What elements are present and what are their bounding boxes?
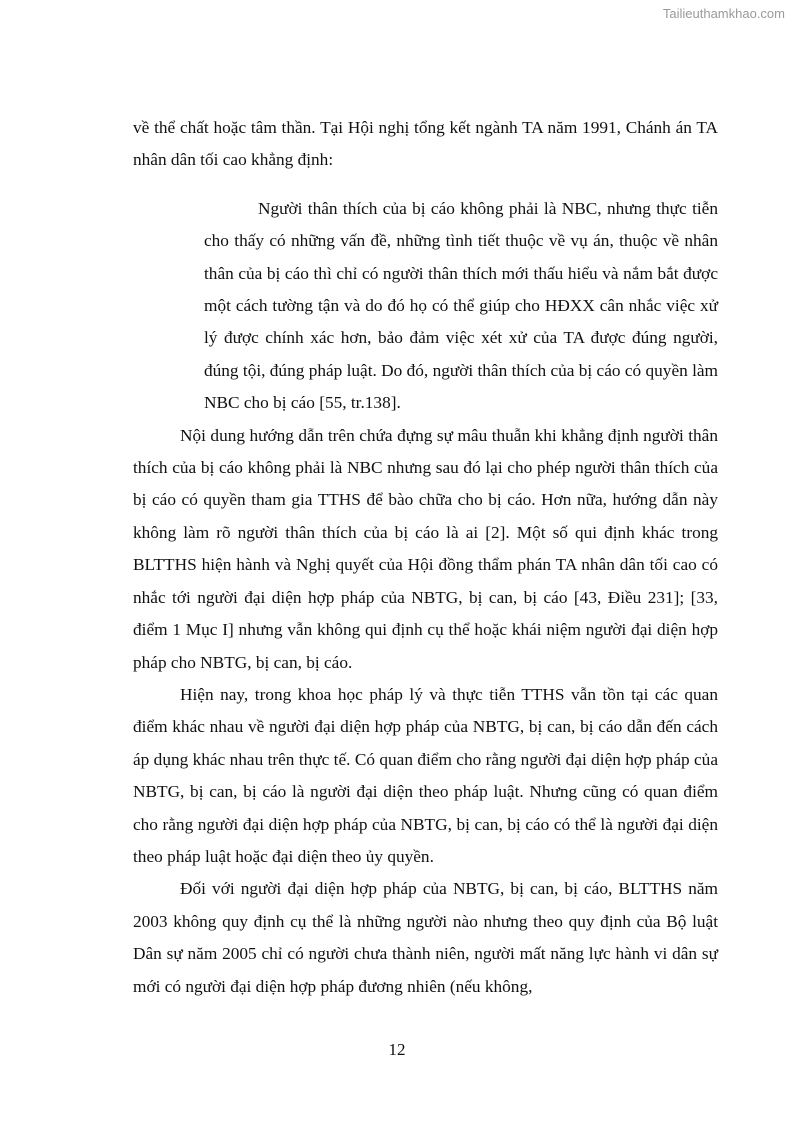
block-quote: Người thân thích của bị cáo không phải là NBC, nhưng thực tiễn cho thấy có những vấn đề, những tình tiết thuộc về vụ án, thuộc về nhân thân của bị cáo thì chỉ có người thân thích mới thấu hiểu và nắm bắt được một cách tường tận và do đó họ có thể giúp cho HĐXX cân nhắc việc xử lý được chính xác hơn, bảo đảm việc xét xử của TA được đúng người, đúng tội, đúng pháp luật. Do đó, người thân thích của bị cáo có quyền làm NBC cho bị cáo [55, tr.138]. [204, 198, 718, 413]
paragraph: Đối với người đại diện hợp pháp của NBTG, bị can, bị cáo, BLTTHS năm 2003 không quy định cụ thể là những người nào nhưng theo quy định của Bộ luật Dân sự năm 2005 chỉ có người chưa thành niên, người mất năng lực hành vi dân sự mới có người đại diện hợp pháp đương nhiên (nếu không, [133, 879, 718, 996]
watermark-text: Tailieuthamkhao.com [662, 6, 785, 21]
page-number: 12 [388, 1040, 406, 1059]
document-body [133, 112, 718, 1003]
paragraph-continuation: về thể chất hoặc tâm thần. Tại Hội nghị tổng kết ngành TA năm 1991, Chánh án TA nhân dân tối cao khẳng định: [133, 118, 718, 170]
paragraph: Nội dung hướng dẫn trên chứa đựng sự mâu thuẫn khi khẳng định người thân thích của bị cáo không phải là NBC nhưng sau đó lại cho phép người thân thích của bị cáo có quyền tham gia TTHS để bào chữa cho bị cáo. Hơn nữa, hướng dẫn này không làm rõ người thân thích của bị cáo là ai [2]. Một số qui định khác trong BLTTHS hiện hành và Nghị quyết của Hội đồng thẩm phán TA nhân dân tối cao có nhắc tới người đại diện hợp pháp của NBTG, bị can, bị cáo [43, Điều 231]; [33, điểm 1 Mục I] nhưng vẫn không qui định cụ thể hoặc khái niệm người đại diện hợp pháp cho NBTG, bị can, bị cáo. [133, 425, 718, 672]
paragraph: Hiện nay, trong khoa học pháp lý và thực tiễn TTHS vẫn tồn tại các quan điểm khác nhau về người đại diện hợp pháp của NBTG, bị can, bị cáo dẫn đến cách áp dụng khác nhau trên thực tế. Có quan điểm cho rằng người đại diện hợp pháp của NBTG, bị can, bị cáo là người đại diện theo pháp luật. Nhưng cũng có quan điểm cho rằng người đại diện hợp pháp của NBTG, bị can, bị cáo có thể là người đại diện theo pháp luật hoặc đại diện theo ủy quyền. [133, 684, 718, 866]
